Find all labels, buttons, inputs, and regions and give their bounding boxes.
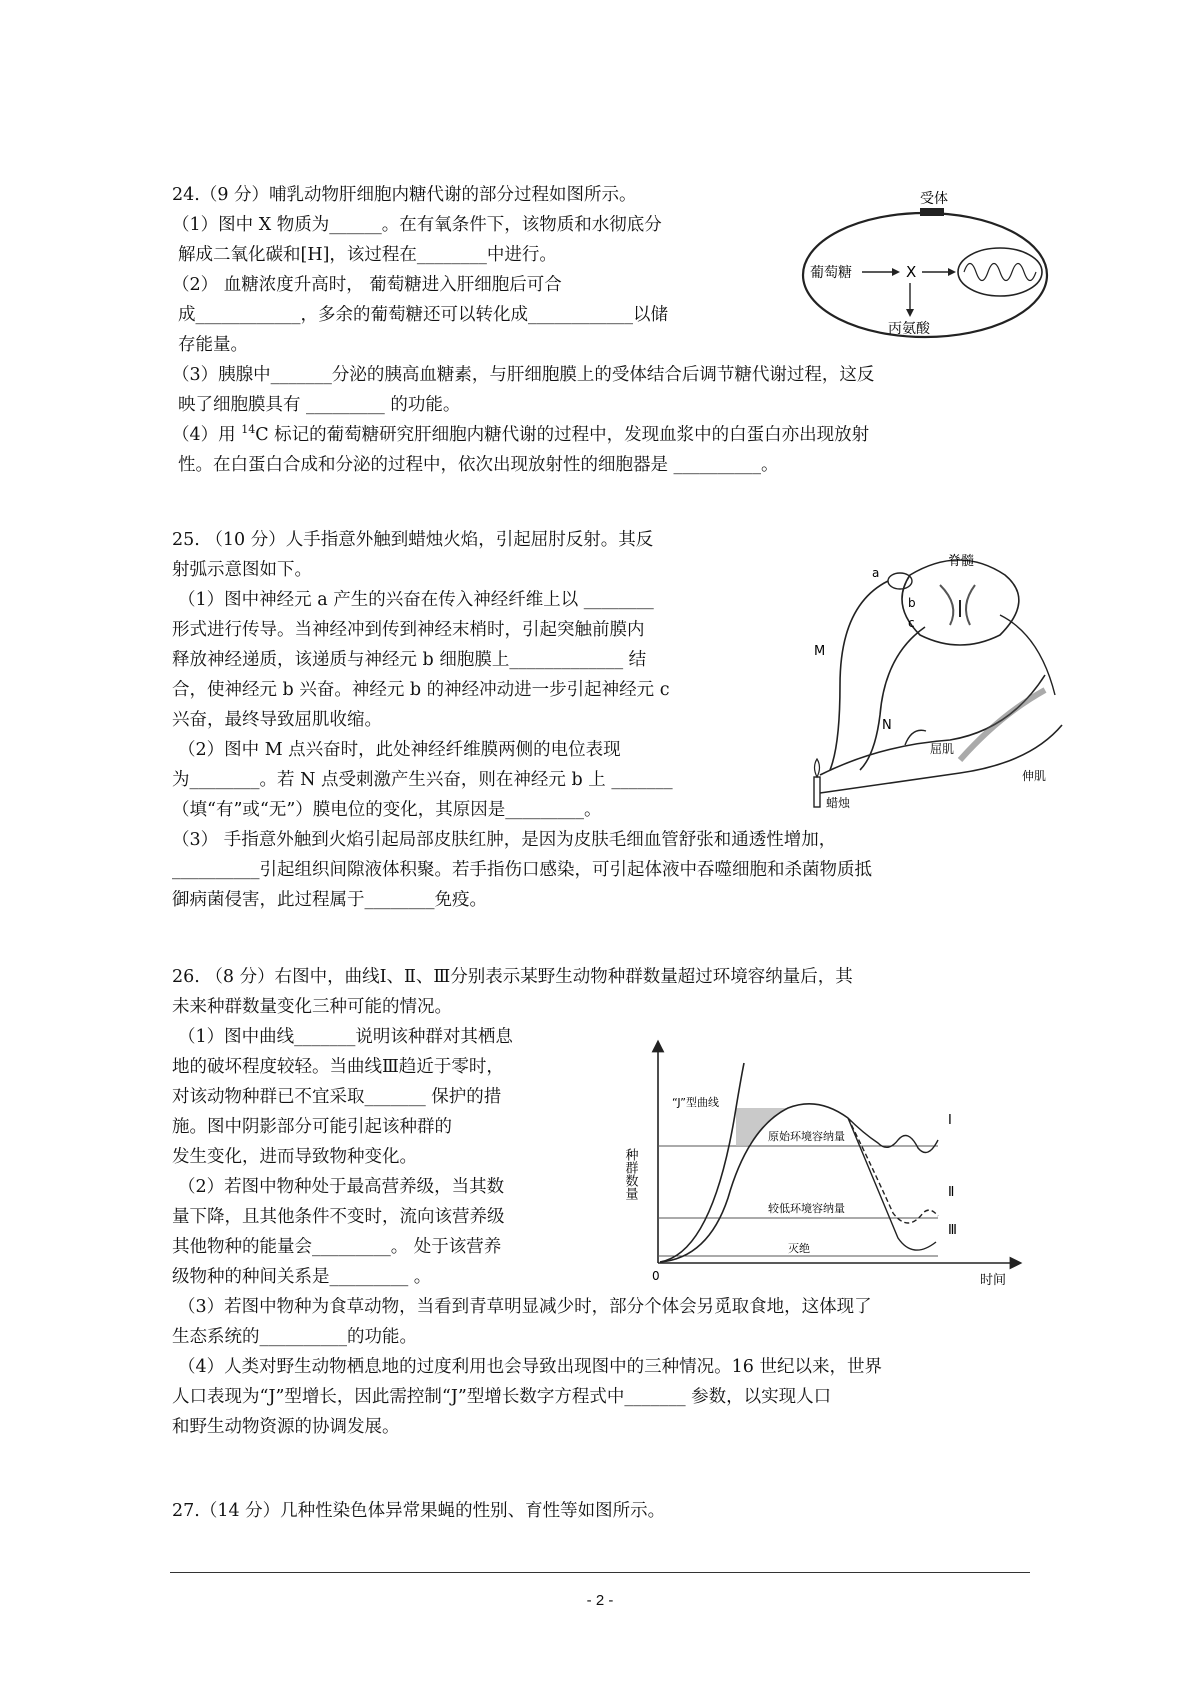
lower-capacity-label: 较低环境容纳量 (768, 1202, 845, 1215)
q25-line-10: （填“有”或“无”）膜电位的变化，其原因是_________。 (172, 800, 602, 820)
q26-line-2: 未来种群数量变化三种可能的情况。 (172, 997, 452, 1017)
q25-line-5: 释放神经递质，该递质与神经元 b 细胞膜上_____________ 结 (172, 650, 647, 670)
q25-line-11: （3） 手指意外触到火焰引起局部皮肤红肿，是因为皮肤毛细血管舒张和通透性增加， (172, 830, 837, 850)
q24-line-3: 解成二氧化碳和[H]，该过程在________中进行。 (178, 245, 557, 265)
reflex-arc-svg (800, 545, 1070, 815)
q26-line-10: 其他物种的能量会_________。 处于该营养 (172, 1237, 502, 1257)
origin-label: 0 (652, 1269, 660, 1283)
neuron-b-label: b (908, 596, 916, 610)
arrowhead-2 (948, 268, 956, 276)
neuron-c-label: c (908, 616, 915, 630)
alanine-label: 丙氨酸 (888, 321, 930, 337)
page-number: - 2 - (586, 1592, 614, 1609)
q24-line-1: 24.（9 分）哺乳动物肝细胞内糖代谢的部分过程如图所示。 (172, 185, 637, 205)
q24-line-5: 成____________，多余的葡萄糖还可以转化成____________以储 (178, 305, 668, 325)
q26-line-16: 和野生动物资源的协调发展。 (172, 1417, 400, 1437)
q25-line-3: （1）图中神经元 a 产生的兴奋在传入神经纤维上以 ________ (178, 590, 654, 610)
curve-3-label: Ⅲ (948, 1223, 957, 1238)
candle-body (814, 777, 820, 807)
afferent-nerve (830, 581, 888, 770)
q26-line-15: 人口表现为“J”型增长，因此需控制“J”型增长数字方程式中_______ 参数，以实现人口 (172, 1387, 832, 1407)
q26-line-5: 对该动物种群已不宜采取_______ 保护的措 (172, 1087, 502, 1107)
point-m-label: M (814, 644, 826, 659)
point-n-label: N (882, 718, 892, 733)
question-27 (172, 1496, 1032, 1526)
extinct-label: 灭绝 (788, 1242, 810, 1255)
q26-line-9: 量下降，且其他条件不变时，流向该营养级 (172, 1207, 505, 1227)
original-capacity-label: 原始环境容纳量 (768, 1130, 845, 1143)
q25-reflex-arc-figure (800, 545, 1070, 815)
q26-line-12: （3）若图中物种为食草动物，当看到青草明显减少时，部分个体会另觅取食地，这体现了 (178, 1297, 872, 1317)
population-chart-svg (618, 1038, 1028, 1288)
footer-rule (170, 1572, 1030, 1573)
glucose-label: 葡萄糖 (810, 265, 852, 281)
x-label: X (906, 263, 917, 281)
q24-line-9-pre: （4）用 (172, 425, 242, 445)
q25-line-13: 御病菌侵害，此过程属于________免疫。 (172, 890, 487, 910)
q24-line-9 (172, 420, 1032, 450)
arrowhead-1 (892, 268, 900, 276)
receptor-label: 受体 (920, 191, 948, 207)
j-curve-label: “J”型曲线 (672, 1096, 719, 1109)
curve-2 (848, 1118, 938, 1223)
q24-liver-cell-figure (800, 185, 1070, 345)
q25-line-6: 合，使神经元 b 兴奋。神经元 b 的神经冲动进一步引起神经元 c (172, 680, 670, 700)
receptor-mark (920, 208, 944, 216)
q24-line-10: 性。在白蛋白合成和分泌的过程中，依次出现放射性的细胞器是 __________。 (178, 455, 779, 475)
q26-population-figure (618, 1038, 1028, 1288)
curve-1 (848, 1118, 938, 1153)
q25-line-2: 射弧示意图如下。 (172, 560, 312, 580)
curve-1-label: Ⅰ (948, 1113, 952, 1128)
gray-matter (940, 585, 975, 625)
j-curve (660, 1063, 744, 1262)
spinal-cord-label: 脊髓 (948, 554, 975, 569)
q26-line-4: 地的破坏程度较轻。当曲线Ⅲ趋近于零时， (172, 1057, 504, 1077)
y-axis-label: 种群数量 (622, 1148, 638, 1200)
q24-line-4: （2） 血糖浓度升高时， 葡萄糖进入肝细胞后可合 (172, 275, 562, 295)
q24-line-6: 存能量。 (178, 335, 248, 355)
q24-line-9-post: C 标记的葡萄糖研究肝细胞内糖代谢的过程中，发现血浆中的白蛋白亦出现放射 (255, 425, 870, 445)
q26-line-3: （1）图中曲线_______说明该种群对其栖息 (178, 1027, 513, 1047)
q26-line-6: 施。图中阴影部分可能引起该种群的 (172, 1117, 452, 1137)
arrowhead-3 (906, 309, 914, 317)
q26-line-14: （4）人类对野生动物栖息地的过度利用也会导致出现图中的三种情况。16 世纪以来，世界 (178, 1357, 882, 1377)
candle-label: 蜡烛 (826, 796, 851, 810)
q25-line-4: 形式进行传导。当神经冲到传到神经末梢时，引起突触前膜内 (172, 620, 645, 640)
q24-carbon-superscript: 14 (241, 423, 256, 437)
curve-2-label: Ⅱ (948, 1185, 955, 1200)
q27-line-1: 27.（14 分）几种性染色体异常果蝇的性别、育性等如图所示。 (172, 1501, 666, 1521)
q26-line-7: 发生变化，进而导致物种变化。 (172, 1147, 417, 1167)
liver-cell-svg (800, 185, 1070, 345)
candle-flame (815, 759, 820, 777)
extensor-label: 伸肌 (1022, 769, 1047, 783)
x-axis-label: 时间 (980, 1273, 1007, 1288)
curve-3 (848, 1118, 936, 1250)
q26-line-8: （2）若图中物种处于最高营养级，当其数 (178, 1177, 505, 1197)
q25-line-8: （2）图中 M 点兴奋时，此处神经纤维膜两侧的电位表现 (178, 740, 621, 760)
q24-line-7: （3）胰腺中_______分泌的胰高血糖素，与肝细胞膜上的受体结合后调节糖代谢过程，这反 (172, 365, 875, 385)
q25-line-9: 为________。若 N 点受刺激产生兴奋，则在神经元 b 上 _______ (172, 770, 673, 790)
q25-line-1: 25. （10 分）人手指意外触到蜡烛火焰，引起屈肘反射。其反 (172, 530, 654, 550)
q24-line-8: 映了细胞膜具有 _________ 的功能。 (178, 395, 461, 415)
q25-line-12: __________引起组织间隙液体积聚。若手指伤口感染，可引起体液中吞噬细胞和杀菌物质抵 (172, 860, 872, 880)
ganglion (888, 573, 912, 589)
q24-line-2: （1）图中 X 物质为______。在有氧条件下，该物质和水彻底分 (172, 215, 662, 235)
flexor-label: 屈肌 (930, 742, 955, 756)
q26-line-13: 生态系统的__________的功能。 (172, 1327, 417, 1347)
q26-line-11: 级物种的种间关系是_________ 。 (172, 1267, 432, 1287)
q26-line-1: 26. （8 分）右图中，曲线Ⅰ、Ⅱ、Ⅲ分别表示某野生动物种群数量超过环境容纳量后，其 (172, 967, 853, 987)
q25-line-7: 兴奋，最终导致屈肌收缩。 (172, 710, 382, 730)
neuron-a-label: a (872, 566, 880, 580)
mitochondrion-cristae (964, 264, 1036, 281)
